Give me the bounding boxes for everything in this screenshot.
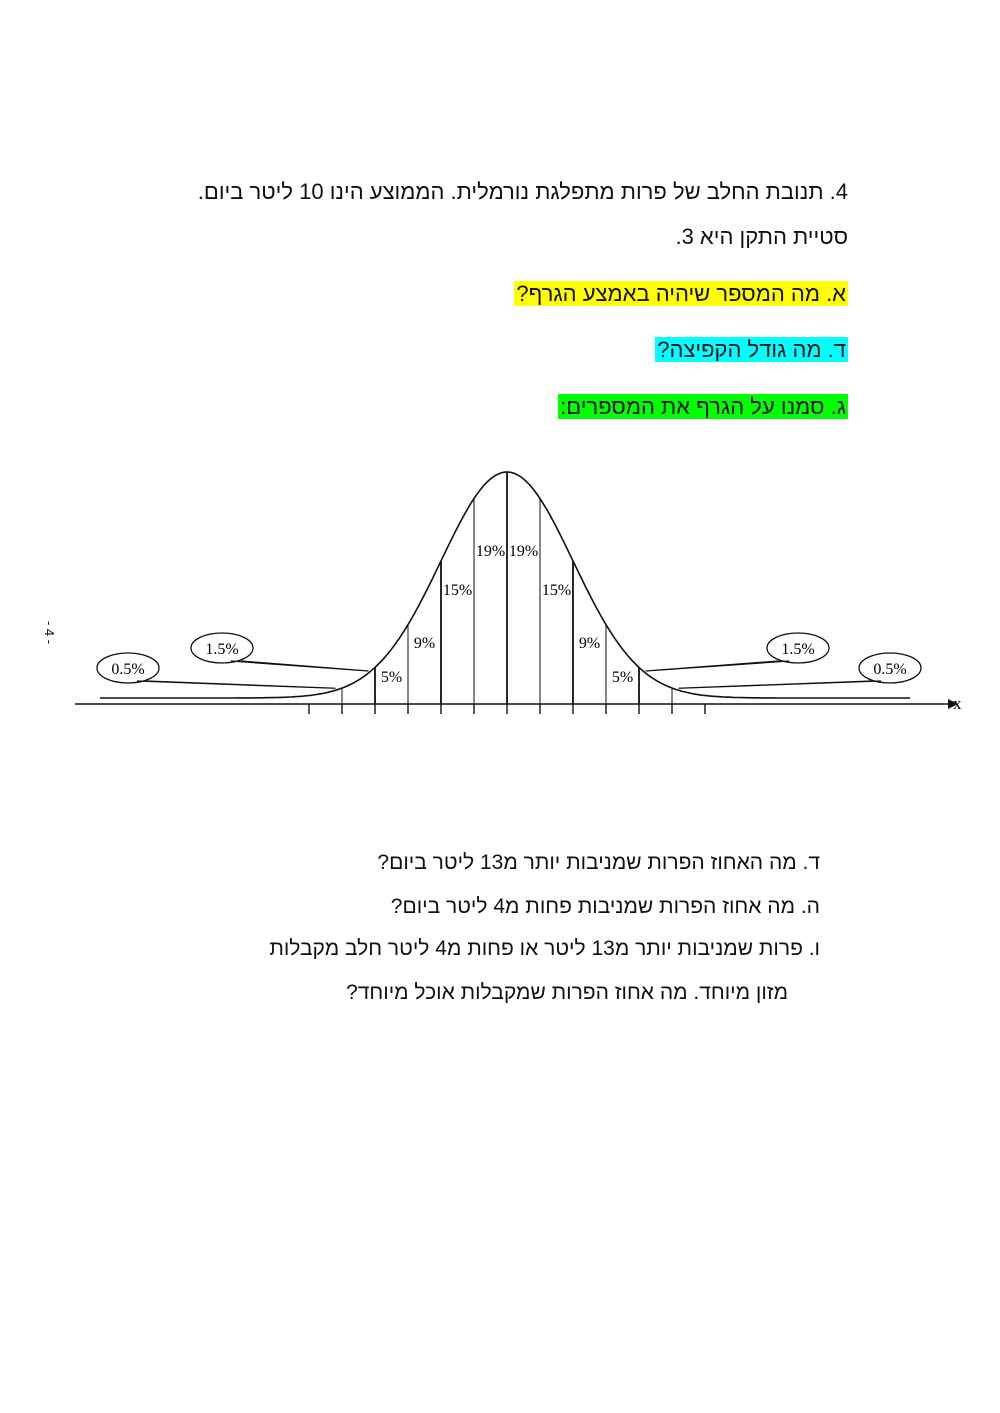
region-percentage: 19% <box>508 543 539 560</box>
question-v-line-2: מזון מיוחד. מה אחוז הפרות שמקבלות אוכל מיוחד? <box>346 981 788 1004</box>
region-percentage: 1.5% <box>205 641 239 658</box>
page-number: - 4 - <box>42 620 58 645</box>
task-d-jump <box>655 335 848 365</box>
region-percentage: 0.5% <box>873 661 907 678</box>
callout-bubble <box>191 633 369 671</box>
region-percentage: 0.5% <box>111 661 145 678</box>
task-a <box>514 279 848 309</box>
region-labels <box>97 543 921 688</box>
callout-pointer <box>137 681 336 688</box>
normal-distribution-chart <box>0 460 1000 720</box>
task-g-text: ג. סמנו על הגרף את המספרים: <box>560 394 846 419</box>
intro-line-1: 4. תנובת החלב של פרות מתפלגת נורמלית. הממוצע הינו 10 ליטר ביום. <box>197 179 848 204</box>
task-d-jump-text: ד. מה גודל הקפיצה? <box>657 337 846 362</box>
region-percentage: 9% <box>578 635 601 652</box>
question-h: ה. מה אחוז הפרות שמניבות פחות מ4 ליטר ביום? <box>390 895 820 918</box>
region-percentage: 19% <box>475 543 506 560</box>
question-d: ד. מה האחוז הפרות שמניבות יותר מ13 ליטר ביום? <box>377 851 820 874</box>
region-percentage: 15% <box>442 582 473 599</box>
callout-bubble <box>646 633 830 671</box>
question-v-line-1: ו. פרות שמניבות יותר מ13 ליטר או פחות מ4 ליטר חלב מקבלות <box>269 937 820 960</box>
region-percentage: 1.5% <box>781 641 815 658</box>
intro-line-2: סטיית התקן היא 3. <box>675 224 848 249</box>
task-a-text: א. מה המספר שיהיה באמצע הגרף? <box>516 281 846 306</box>
callout-pointer <box>679 681 882 688</box>
region-percentage: 5% <box>611 669 634 686</box>
bell-curve <box>100 472 910 698</box>
region-percentage: 5% <box>380 669 403 686</box>
axis-ticks <box>309 704 705 714</box>
callout-pointer <box>231 661 369 671</box>
x-axis-label: x <box>953 694 962 713</box>
region-percentage: 15% <box>541 582 572 599</box>
callout-pointer <box>646 661 790 671</box>
task-g <box>558 392 848 422</box>
region-percentage: 9% <box>413 635 436 652</box>
